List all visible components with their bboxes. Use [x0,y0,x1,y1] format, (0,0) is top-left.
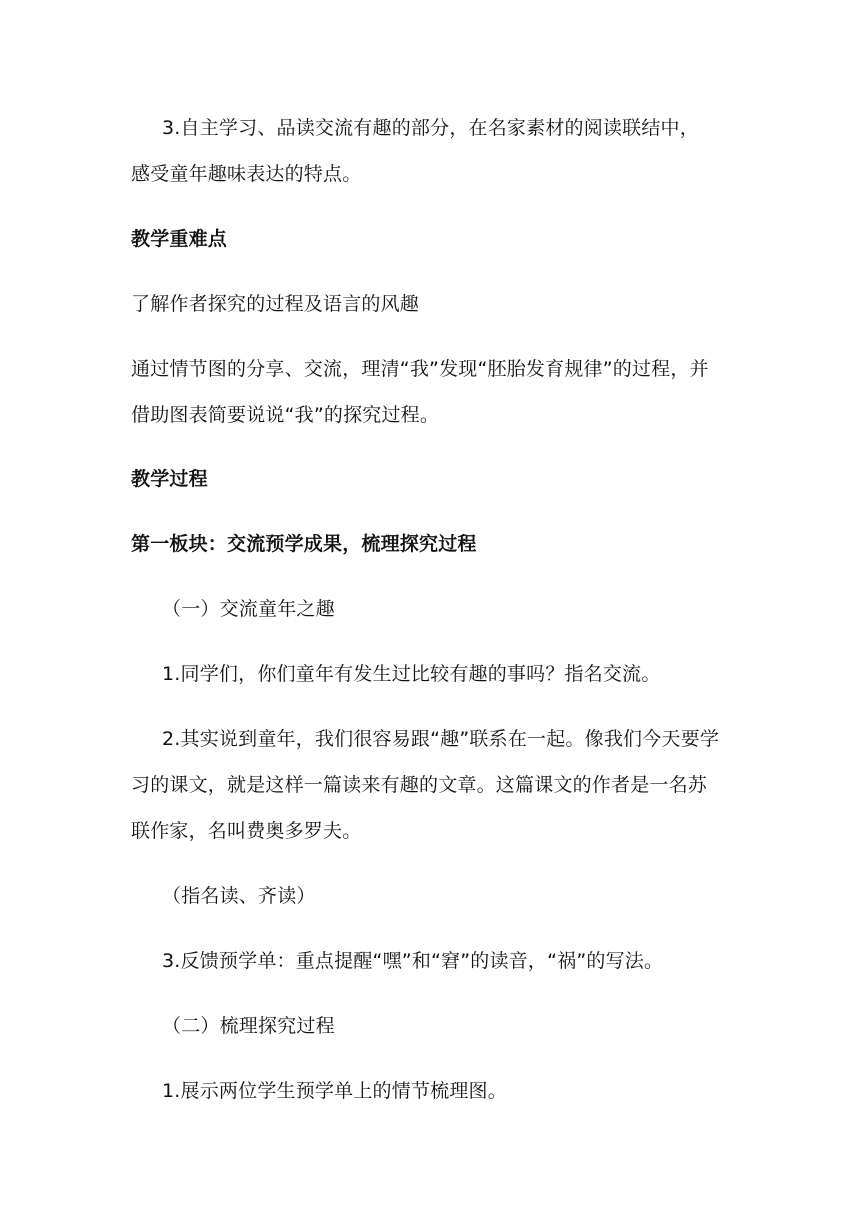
heading-key-points: 教学重难点 [131,228,228,250]
key-point-1: 了解作者探究的过程及语言的风趣 [131,293,420,315]
objective-3-line-2: 感受童年趣味表达的特点。 [131,163,362,185]
key-point-2-line-1: 通过情节图的分享、交流，理清“我”发现“胚胎发育规律”的过程，并 [131,358,709,380]
reading-note: （指名读、齐读） [162,885,316,907]
item-3: 3.反馈预学单：重点提醒“嘿”和“窘”的读音，“祸”的写法。 [162,950,664,972]
item-2-line-3: 联作家，名叫费奥多罗夫。 [131,820,362,842]
key-point-2-line-2: 借助图表简要说说“我”的探究过程。 [131,404,440,426]
heading-block-1: 第一板块：交流预学成果，梳理探究过程 [131,533,477,555]
subheading-1: （一）交流童年之趣 [162,598,335,620]
objective-3-line-1: 3.自主学习、品读交流有趣的部分，在名家素材的阅读联结中， [162,117,699,139]
item-4: 1.展示两位学生预学单上的情节梳理图。 [162,1080,507,1102]
heading-process: 教学过程 [131,468,208,490]
subheading-2: （二）梳理探究过程 [162,1015,335,1037]
item-2-line-2: 习的课文，就是这样一篇读来有趣的文章。这篇课文的作者是一名苏 [131,774,708,796]
item-1: 1.同学们，你们童年有发生过比较有趣的事吗？指名交流。 [162,663,661,685]
item-2-line-1: 2.其实说到童年，我们很容易跟“趣”联系在一起。像我们今天要学 [162,728,720,750]
